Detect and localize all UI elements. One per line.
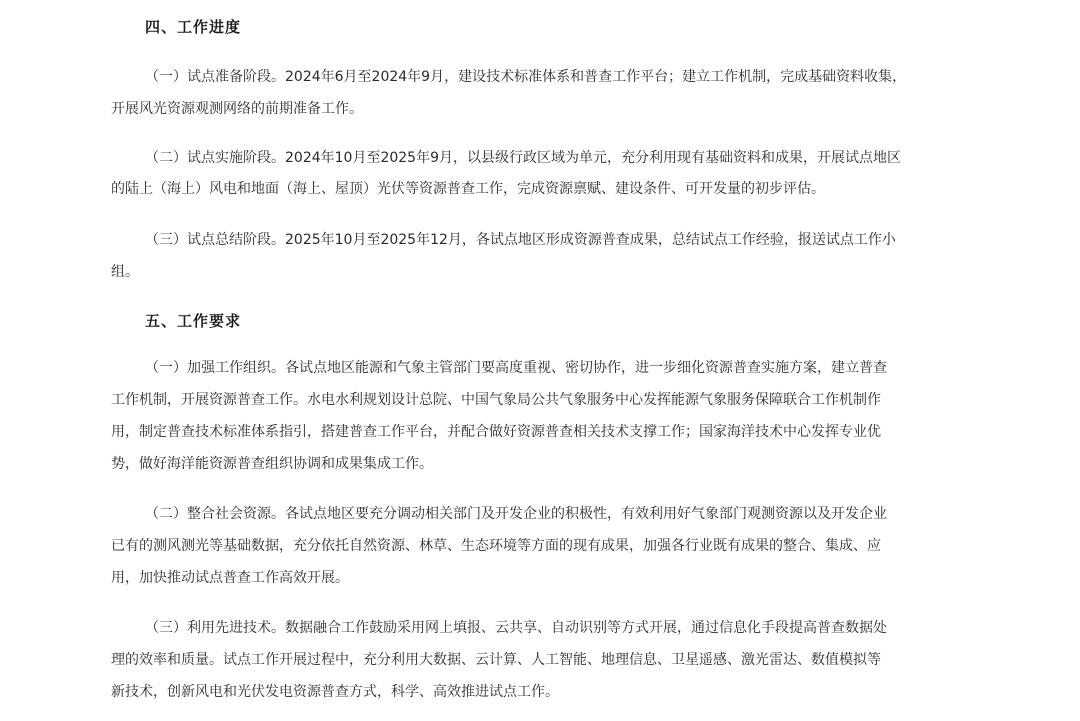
paragraph-line: 工作机制，开展资源普查工作。水电水利规划设计总院、中国气象局公共气象服务中心发挥能源气象服务保障联合工作机制作 xyxy=(111,392,881,408)
section-heading-4: 四、工作进度 xyxy=(145,18,242,36)
section-heading-5: 五、工作要求 xyxy=(145,312,242,330)
paragraph-line: （一）加强工作组织。各试点地区能源和气象主管部门要高度重视、密切协作，进一步细化资源普查实施方案，建立普查 xyxy=(145,360,887,376)
paragraph-line: 组。 xyxy=(111,264,139,280)
paragraph-line: （二）试点实施阶段。2024年10月至2025年9月，以县级行政区域为单元，充分利用现有基础资料和成果，开展试点地区 xyxy=(145,150,901,166)
paragraph-line: 已有的测风测光等基础数据，充分依托自然资源、林草、生态环境等方面的现有成果，加强各行业既有成果的整合、集成、应 xyxy=(111,538,881,554)
paragraph-line: （一）试点准备阶段。2024年6月至2024年9月，建设技术标准体系和普查工作平台；建立工作机制，完成基础资料收集， xyxy=(145,69,907,85)
paragraph-line: 势，做好海洋能资源普查组织协调和成果集成工作。 xyxy=(111,456,433,472)
paragraph-line: 用，加快推动试点普查工作高效开展。 xyxy=(111,570,349,586)
paragraph-line: （三）利用先进技术。数据融合工作鼓励采用网上填报、云共享、自动识别等方式开展，通过信息化手段提高普查数据处 xyxy=(145,620,887,636)
paragraph-line: 新技术，创新风电和光伏发电资源普查方式，科学、高效推进试点工作。 xyxy=(111,684,559,700)
paragraph-line: 用，制定普查技术标准体系指引，搭建普查工作平台，并配合做好资源普查相关技术支撑工作；国家海洋技术中心发挥专业优 xyxy=(111,424,881,440)
paragraph-line: （三）试点总结阶段。2025年10月至2025年12月，各试点地区形成资源普查成果，总结试点工作经验，报送试点工作小 xyxy=(145,232,896,248)
paragraph-line: 开展风光资源观测网络的前期准备工作。 xyxy=(111,101,363,117)
paragraph-line: （二）整合社会资源。各试点地区要充分调动相关部门及开发企业的积极性，有效利用好气象部门观测资源以及开发企业 xyxy=(145,506,887,522)
paragraph-line: 的陆上（海上）风电和地面（海上、屋顶）光伏等资源普查工作，完成资源禀赋、建设条件、可开发量的初步评估。 xyxy=(111,181,825,197)
paragraph-line: 理的效率和质量。试点工作开展过程中，充分利用大数据、云计算、人工智能、地理信息、卫星遥感、激光雷达、数值模拟等 xyxy=(111,652,881,668)
